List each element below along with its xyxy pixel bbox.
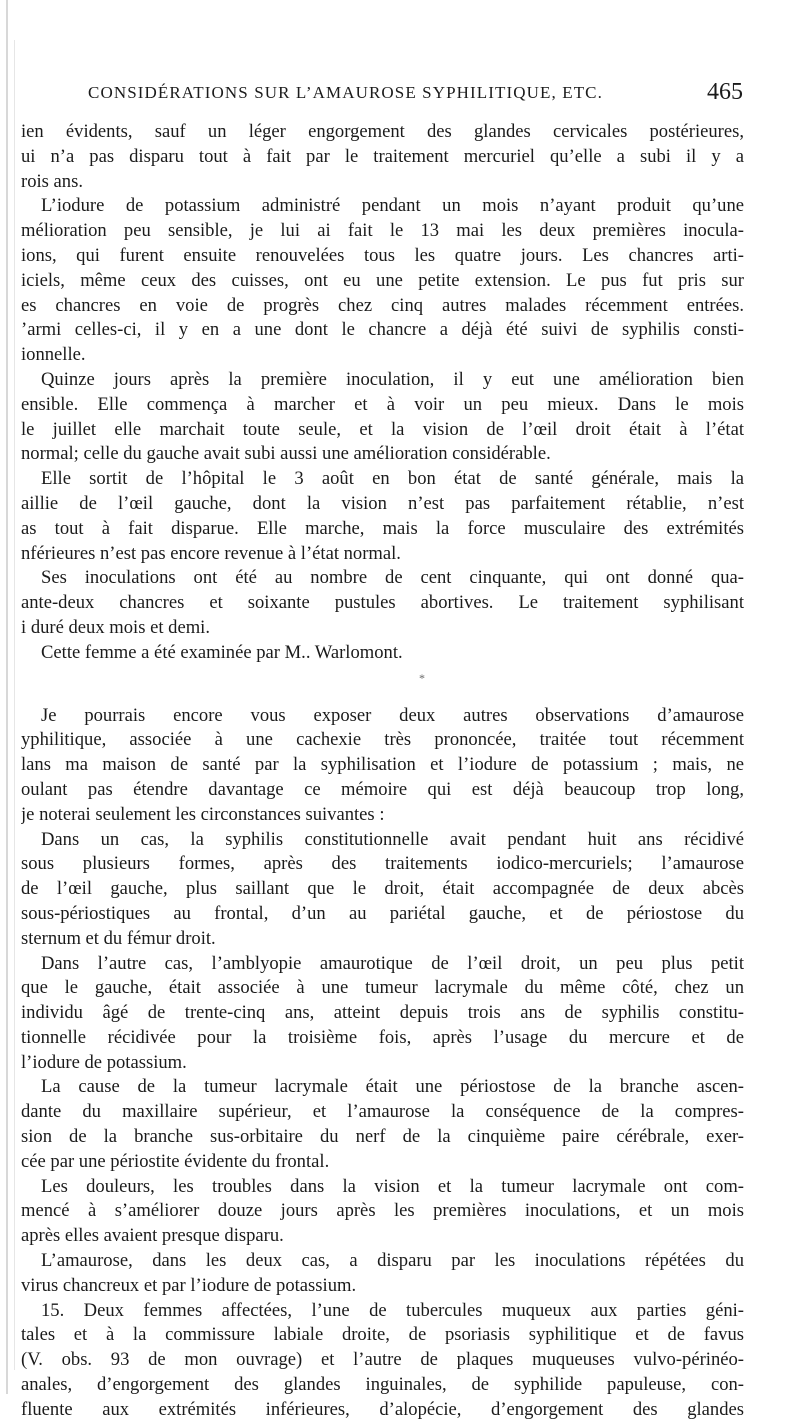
text-line: i duré deux mois et demi. <box>21 616 210 638</box>
text-line: Ses inoculations ont été au nombre de cent cinquante, qui ont donné qua- <box>41 567 744 589</box>
text-line: Cette femme a été examinée par M.. Warlomont. <box>41 641 403 663</box>
text-line: ionnelle. <box>21 344 86 366</box>
text-line: fluente aux extrémités inférieures, d’alopécie, d’engorgement des glandes <box>21 1398 744 1420</box>
text-line: iciels, même ceux des cuisses, ont eu une petite extension. Le pus fut pris sur <box>21 269 744 291</box>
section-separator <box>21 666 744 704</box>
text-line: cée par une périostite évidente du frontal. <box>21 1150 330 1172</box>
text-line: Quinze jours après la première inoculation, il y eut une amélioration bien <box>41 368 744 390</box>
text-line: rois ans. <box>21 170 83 192</box>
page-header <box>88 79 743 109</box>
text-line: (V. obs. 93 de mon ouvrage) et l’autre de plaques muqueuses vulvo-périnéo- <box>21 1349 744 1371</box>
text-line: Dans un cas, la syphilis constitutionnelle avait pendant huit ans récidivé <box>41 828 744 850</box>
text-line: L’amaurose, dans les deux cas, a disparu par les inoculations répétées du <box>41 1250 744 1272</box>
text-line: ’armi celles-ci, il y en a une dont le chancre a déjà été suivi de syphilis consti- <box>21 319 744 341</box>
text-line: lans ma maison de santé par la syphilisation et l’iodure de potassium ; mais, ne <box>21 754 744 776</box>
text-line: après elles avaient presque disparu. <box>21 1225 284 1247</box>
section-mark: * <box>419 670 425 685</box>
text-line: oulant pas étendre davantage ce mémoire qui est déjà beaucoup trop long, <box>21 778 744 800</box>
text-line: dante du maxillaire supérieur, et l’amaurose la conséquence de la compres- <box>21 1101 744 1123</box>
text-line: Elle sortit de l’hôpital le 3 août en bon état de santé générale, mais la <box>41 468 744 490</box>
text-line: aillie de l’œil gauche, dont la vision n’est pas parfaitement rétablie, n’est <box>21 492 744 514</box>
running-head: CONSIDÉRATIONS SUR L’AMAUROSE SYPHILITIQUE, ETC. <box>88 83 603 102</box>
text-line: tales et à la commissure labiale droite, de psoriasis syphilitique et de favus <box>21 1324 744 1346</box>
text-line: La cause de la tumeur lacrymale était une périostose de la branche ascen- <box>41 1076 744 1098</box>
page-gutter-shadow <box>14 40 15 1370</box>
text-line: ui n’a pas disparu tout à fait par le traitement mercuriel qu’elle a subi il y a <box>21 145 744 167</box>
text-line: individu âgé de trente-cinq ans, atteint depuis trois ans de syphilis constitu- <box>21 1002 744 1024</box>
text-line: mélioration peu sensible, je lui ai fait le 13 mai les deux premières inocula- <box>21 220 744 242</box>
text-line: ensible. Elle commença à marcher et à voir un peu mieux. Dans le mois <box>21 393 744 415</box>
text-line: L’iodure de potassium administré pendant un mois n’ayant produit qu’une <box>41 195 744 217</box>
text-line: l’iodure de potassium. <box>21 1051 187 1073</box>
text-line: ions, qui furent ensuite renouvelées tous les quatre jours. Les chancres arti- <box>21 244 744 266</box>
text-line: tionnelle récidivée pour la troisième fois, après l’usage du mercure et de <box>21 1026 744 1048</box>
text-line: sion de la branche sus-orbitaire du nerf de la cinquième paire cérébrale, exer- <box>21 1126 744 1148</box>
text-line: normal; celle du gauche avait subi aussi une amélioration considérable. <box>21 443 551 465</box>
text-line: le juillet elle marchait toute seule, et la vision de l’œil droit était à l’état <box>21 418 744 440</box>
text-line: Les douleurs, les troubles dans la vision et la tumeur lacrymale ont com- <box>41 1175 744 1197</box>
text-line: sous plusieurs formes, après des traitements iodico-mercuriels; l’amaurose <box>21 853 744 875</box>
text-line: je noterai seulement les circonstances suivantes : <box>21 803 385 825</box>
text-line: Dans l’autre cas, l’amblyopie amaurotique de l’œil droit, un peu plus petit <box>41 952 744 974</box>
text-line: sous-périostiques au frontal, d’un au pariétal gauche, et de périostose du <box>21 902 744 924</box>
text-line: yphilitique, associée à une cachexie très prononcée, traitée tout récemment <box>21 729 744 751</box>
text-line: ante-deux chancres et soixante pustules abortives. Le traitement syphilisant <box>21 592 744 614</box>
text-line: Je pourrais encore vous exposer deux autres observations d’amaurose <box>41 704 744 726</box>
text-line: es chancres en voie de progrès chez cinq autres malades récemment entrées. <box>21 294 744 316</box>
text-line: virus chancreux et par l’iodure de potassium. <box>21 1274 357 1296</box>
text-line: nférieures n’est pas encore revenue à l’état normal. <box>21 542 401 564</box>
text-line: as tout à fait disparue. Elle marche, mais la force musculaire des extrémités <box>21 517 744 539</box>
text-line: de l’œil gauche, plus saillant que le droit, était accompagnée de deux abcès <box>21 878 744 900</box>
text-line: anales, d’engorgement des glandes inguinales, de syphilide papuleuse, con- <box>21 1374 744 1396</box>
text-line: sternum et du fémur droit. <box>21 927 216 949</box>
page-gutter-edge <box>6 0 8 1394</box>
body-text <box>21 120 744 1423</box>
text-line: ien évidents, sauf un léger engorgement des glandes cervicales postérieures, <box>21 121 744 142</box>
text-line: mencé à s’améliorer douze jours après les premières inoculations, et un mois <box>21 1200 744 1222</box>
text-line: 15. Deux femmes affectées, l’une de tubercules muqueux aux parties géni- <box>41 1299 744 1321</box>
text-line: que le gauche, était associée à une tumeur lacrymale du même côté, chez un <box>21 977 744 999</box>
page-number: 465 <box>707 79 743 105</box>
